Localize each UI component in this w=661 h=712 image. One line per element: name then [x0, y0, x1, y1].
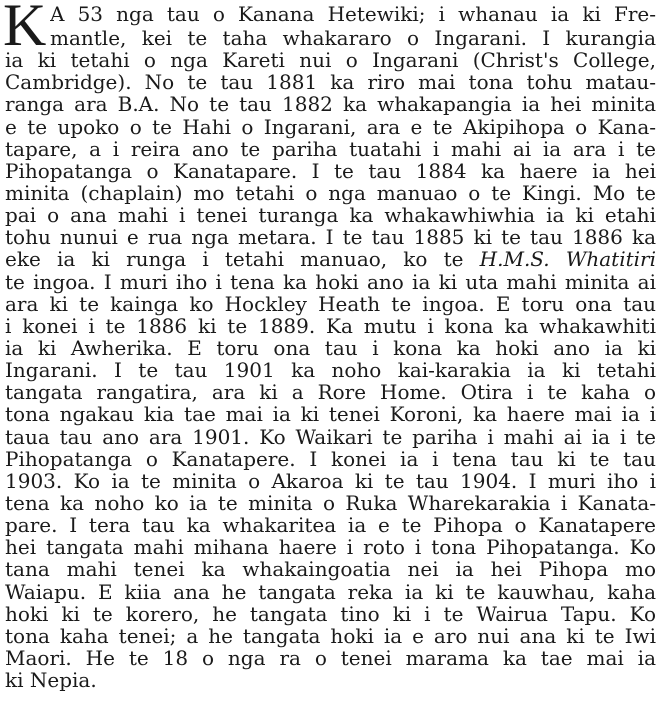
text-line: i konei i te 1886 ki te 1889. Ka mutu i kona ka whakawhiti	[5, 314, 656, 338]
text-line: minita (chaplain) mo tetahi o nga manuao o te Kingi. Mo te	[5, 181, 656, 205]
text-line: ara ki te kainga ko Hockley Heath te ingoa. E toru ona tau	[5, 292, 656, 316]
text-line: Pihopatanga o Kanatapare. I te tau 1884 ka haere ia hei	[5, 159, 656, 183]
text-line: te ingoa. I muri iho i tena ka hoki ano ia ki uta mahi minita ai	[5, 270, 656, 294]
text-line: Maori. He te 18 o nga ra o tenei marama ka tae mai ia	[5, 646, 656, 670]
text-line: taua tau ano ara 1901. Ko Waikari te pariha i mahi ai ia i te	[5, 425, 656, 449]
text-line: tona kaha tenei; a he tangata hoki ia e aro nui ana ki te Iwi	[5, 624, 656, 648]
text-line: e te upoko o te Hahi o Ingarani, ara e te Akipihopa o Kana-	[5, 115, 656, 139]
text-line: ki Nepia.	[5, 668, 97, 692]
text-fragment: eke ia ki runga i tetahi manuao, ko te	[5, 247, 480, 271]
text-line: ia ki tetahi o nga Kareti nui o Ingarani (Christ's College,	[5, 48, 656, 72]
text-line: Cambridge). No te tau 1881 ka riro mai tona tohu matau-	[5, 70, 656, 94]
text-line: tana mahi tenei ka whakaingoatia nei ia hei Pihopa mo	[5, 557, 656, 581]
text-line: ia ki Awherika. E toru ona tau i kona ka hoki ano ia ki	[5, 336, 656, 360]
text-line: A 53 nga tau o Kanana Hetewiki; i whanau ia ki Fre-	[50, 2, 656, 26]
text-line: ranga ara B.A. No te tau 1882 ka whakapangia ia hei minita	[5, 92, 656, 116]
text-line: 1903. Ko ia te minita o Akaroa ki te tau 1904. I muri iho i	[5, 469, 656, 493]
text-line: mantle, kei te taha whakararo o Ingarani. I kurangia	[50, 26, 656, 50]
text-line: Pihopatanga o Kanatapere. I konei ia i tena tau ki te tau	[5, 447, 656, 471]
text-line: hoki ki te korero, he tangata tino ki i te Wairua Tapu. Ko	[5, 602, 656, 626]
text-line: pai o ana mahi i tenei turanga ka whakawhiwhia ia ki etahi	[5, 203, 656, 227]
text-line: hei tangata mahi mihana haere i roto i tona Pihopatanga. Ko	[5, 535, 656, 559]
text-line: tohu nunui e rua nga metara. I te tau 1885 ki te tau 1886 ka	[5, 225, 656, 249]
drop-cap: K	[3, 0, 47, 58]
text-line: tena ka noho ko ia te minita o Ruka Wharekarakia i Kanata-	[5, 491, 656, 515]
text-line: pare. I tera tau ka whakaritea ia e te Pihopa o Kanatapere	[5, 513, 656, 537]
text-line: Ingarani. I te tau 1901 ka noho kai-karakia ia ki tetahi	[5, 358, 656, 382]
text-line: tona ngakau kia tae mai ia ki tenei Koroni, ka haere mai ia i	[5, 402, 656, 426]
text-line: tangata rangatira, ara ki a Rore Home. Otira i te kaha o	[5, 380, 656, 404]
text-line: Waiapu. E kiia ana he tangata reka ia ki te kauwhau, kaha	[5, 580, 656, 604]
text-line	[5, 247, 656, 272]
text-line: tapare, a i reira ano te pariha tuatahi i mahi ai ia ara i te	[5, 137, 656, 161]
ship-name: H.M.S. Whatitiri	[479, 247, 656, 271]
